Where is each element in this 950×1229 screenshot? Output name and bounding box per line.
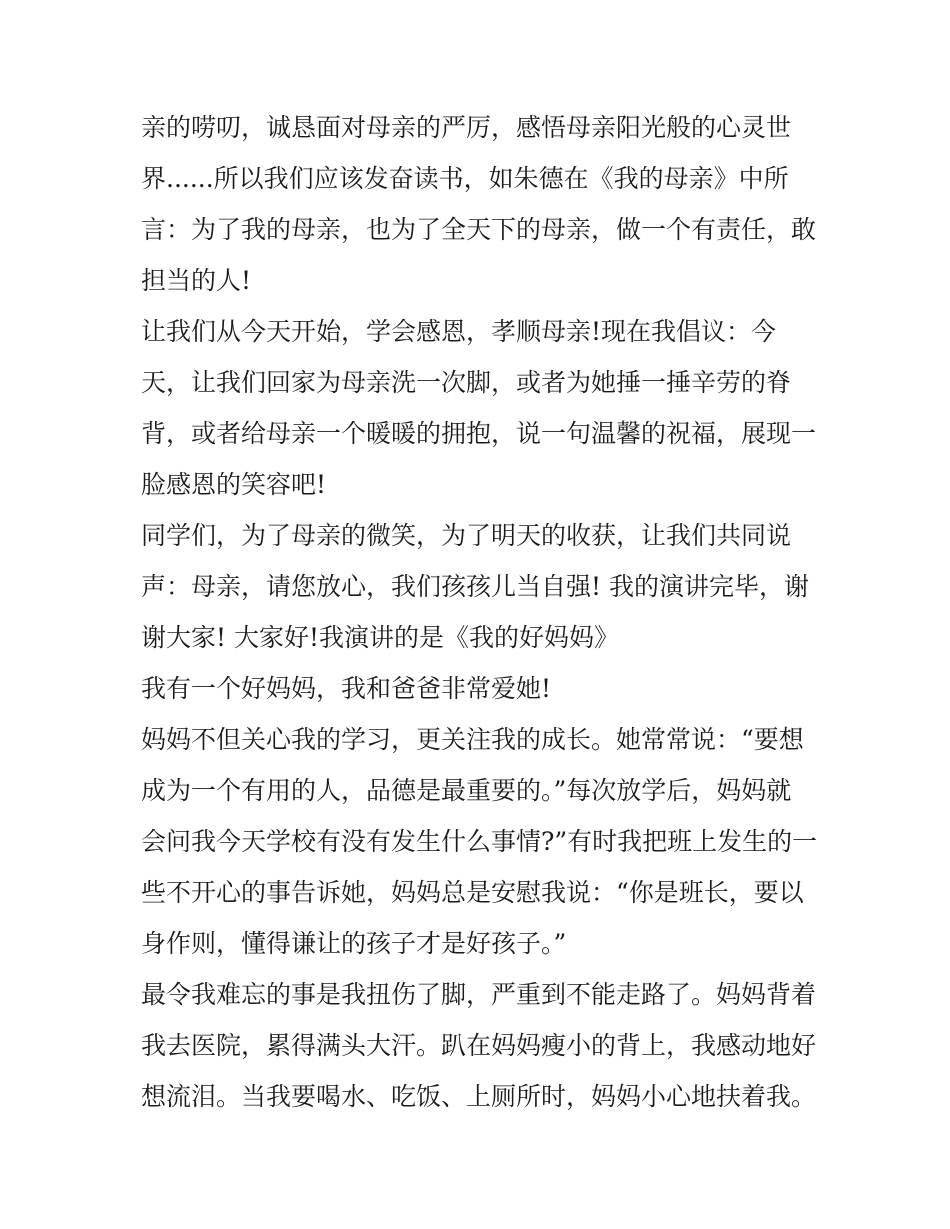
- text-line: 些不开心的事告诉她，妈妈总是安慰我说：“你是班长，要以: [141, 878, 804, 907]
- text-line: 我有一个好妈妈，我和爸爸非常爱她!: [141, 674, 552, 703]
- text-line: 担当的人!: [141, 266, 252, 295]
- text-line: 天，让我们回家为母亲洗一次脚，或者为她捶一捶辛劳的脊: [141, 368, 792, 397]
- text-line: 让我们从今天开始，学会感恩，孝顺母亲!现在我倡议：今: [141, 317, 777, 346]
- text-line: 妈妈不但关心我的学习，更关注我的成长。她常常说：“要想: [141, 725, 804, 754]
- text-line: 成为一个有用的人，品德是最重要的。”每次放学后，妈妈就: [141, 776, 792, 805]
- text-line: 言：为了我的母亲，也为了全天下的母亲，做一个有责任，敢: [141, 215, 817, 244]
- text-line: 最令我难忘的事是我扭伤了脚，严重到不能走路了。妈妈背着: [141, 980, 817, 1009]
- text-line: 身作则，懂得谦让的孩子才是好孩子。”: [141, 929, 567, 958]
- text-line: 我去医院，累得满头大汗。趴在妈妈瘦小的背上，我感动地好: [141, 1031, 817, 1060]
- text-line: 同学们，为了母亲的微笑，为了明天的收获，让我们共同说: [141, 521, 792, 550]
- text-line: 谢大家! 大家好!我演讲的是《我的好妈妈》: [141, 623, 620, 652]
- text-line: 脸感恩的笑容吧!: [141, 470, 327, 499]
- text-line: 亲的唠叨，诚恳面对母亲的严厉，感悟母亲阳光般的心灵世: [141, 113, 792, 142]
- document-body: [141, 102, 831, 1122]
- text-line: 会问我今天学校有没有发生什么事情?”有时我把班上发生的一: [141, 827, 818, 856]
- text-line: 背，或者给母亲一个暖暖的拥抱，说一句温馨的祝福，展现一: [141, 419, 817, 448]
- text-line: 想流泪。当我要喝水、吃饭、上厕所时，妈妈小心地扶着我。: [141, 1082, 817, 1111]
- text-line: 声：母亲，请您放心，我们孩孩儿当自强! 我的演讲完毕，谢: [141, 572, 809, 601]
- text-line: 界......所以我们应该发奋读书，如朱德在《我的母亲》中所: [141, 164, 789, 193]
